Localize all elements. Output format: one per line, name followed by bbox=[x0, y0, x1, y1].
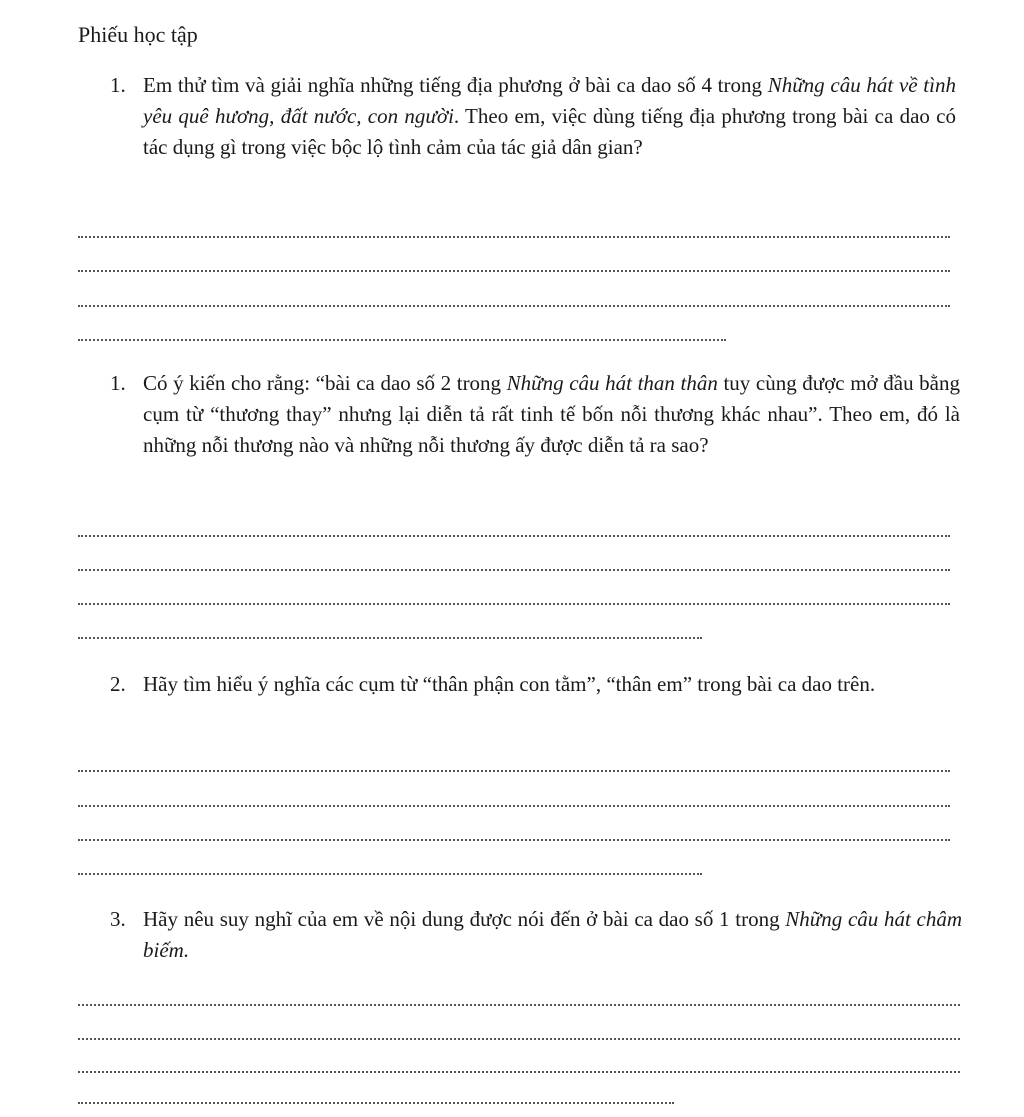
answer-line[interactable] bbox=[78, 535, 950, 537]
answer-line[interactable] bbox=[78, 805, 950, 807]
work-title: Những câu hát châm biếm. bbox=[143, 907, 963, 962]
question-text-part: tuy cùng được mở đầu bằng cụm từ “thương thay” nhưng lại diễn tả rất tinh tế bốn nỗi thương khác nhau”. Theo em, đó là những nỗi thương nào và những nỗi thương ấy được diễn tả ra sao? bbox=[143, 371, 960, 457]
question-text bbox=[143, 669, 930, 700]
question-2 bbox=[110, 368, 960, 461]
worksheet-title: Phiếu học tập bbox=[78, 22, 198, 47]
question-number: 1. bbox=[110, 73, 126, 97]
question-number: 2. bbox=[110, 672, 126, 696]
question-text bbox=[143, 904, 962, 966]
question-text bbox=[143, 368, 960, 461]
question-text bbox=[143, 70, 956, 163]
answer-line[interactable] bbox=[78, 637, 702, 639]
question-4 bbox=[110, 904, 962, 966]
answer-line[interactable] bbox=[78, 770, 950, 772]
answer-line[interactable] bbox=[78, 305, 950, 307]
question-1 bbox=[110, 70, 956, 163]
question-text-part: Hãy nêu suy nghĩ của em về nội dung được nói đến ở bài ca dao số 1 trong bbox=[143, 907, 786, 931]
answer-line[interactable] bbox=[78, 1004, 960, 1006]
answer-line[interactable] bbox=[78, 873, 702, 875]
answer-line[interactable] bbox=[78, 1102, 674, 1104]
question-text-part: Hãy tìm hiểu ý nghĩa các cụm từ “thân phận con tằm”, “thân em” trong bài ca dao trên. bbox=[143, 672, 876, 696]
answer-line[interactable] bbox=[78, 270, 950, 272]
answer-line[interactable] bbox=[78, 236, 950, 238]
answer-line[interactable] bbox=[78, 339, 726, 341]
answer-line[interactable] bbox=[78, 1038, 960, 1040]
answer-line[interactable] bbox=[78, 569, 950, 571]
work-title: Những câu hát than thân bbox=[506, 371, 718, 395]
question-text-part: Có ý kiến cho rằng: “bài ca dao số 2 trong bbox=[143, 371, 507, 395]
question-text-part: Em thử tìm và giải nghĩa những tiếng địa phương ở bài ca dao số 4 trong bbox=[143, 73, 768, 97]
answer-line[interactable] bbox=[78, 1071, 960, 1073]
question-number: 1. bbox=[110, 371, 126, 395]
answer-line[interactable] bbox=[78, 839, 950, 841]
question-number: 3. bbox=[110, 907, 126, 931]
question-text-part: . Theo em, việc dùng tiếng địa phương trong bài ca dao có tác dụng gì trong việc bộc lộ tình cảm của tác giả dân gian? bbox=[143, 104, 956, 159]
work-title: Những câu hát về tình yêu quê hương, đất nước, con người bbox=[143, 73, 956, 128]
question-3 bbox=[110, 669, 930, 700]
answer-line[interactable] bbox=[78, 603, 950, 605]
